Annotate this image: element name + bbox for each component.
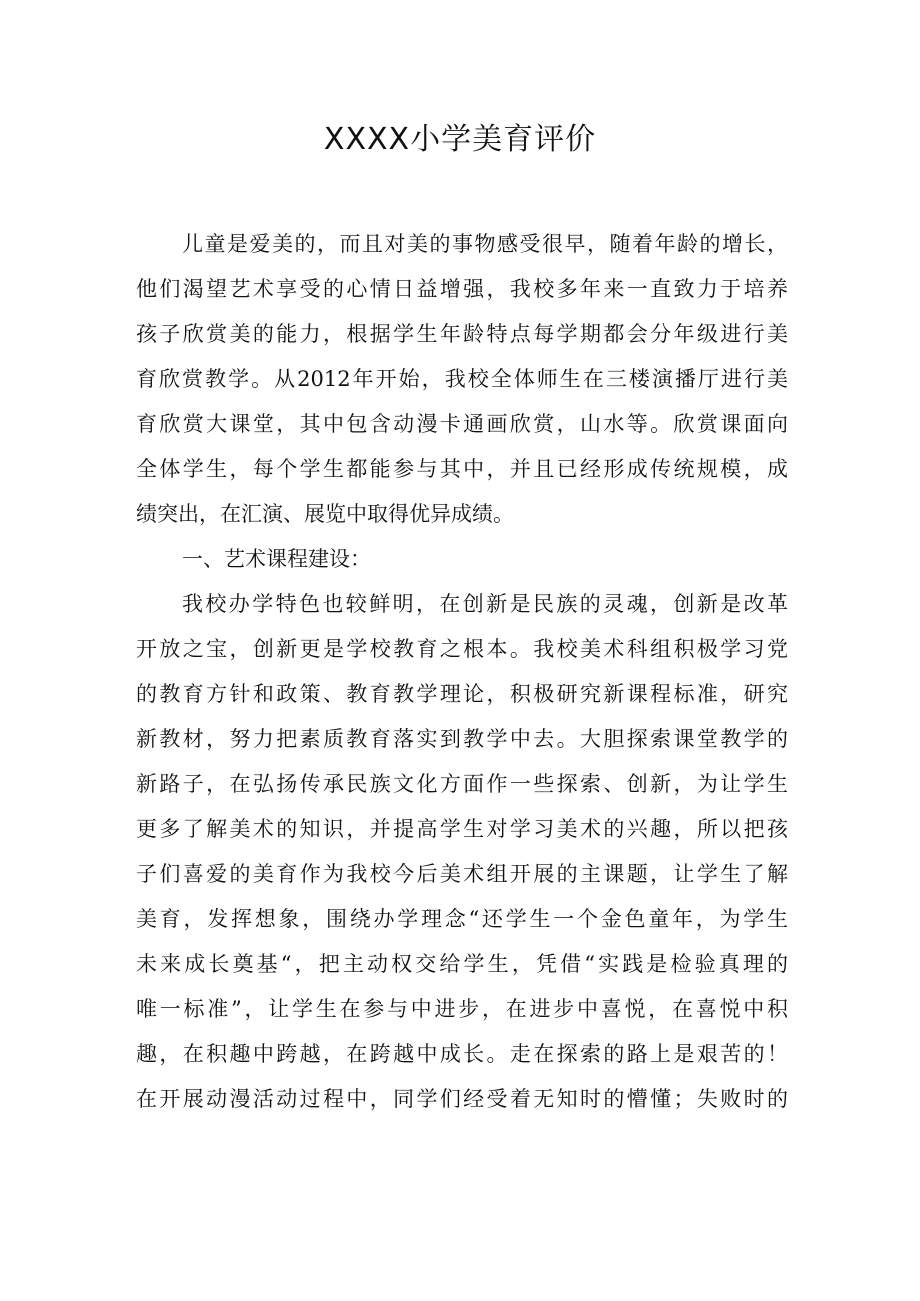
document-title: XXXX小学美育评价 <box>323 122 597 157</box>
text-line: 孩子欣赏美的能力，根据学生年龄特点每学期都会分年级进行美 <box>136 322 788 346</box>
text-line: 新路子，在弘扬传承民族文化方面作一些探索、创新，为让学生 <box>136 772 788 796</box>
text-line: 更多了解美术的知识，并提高学生对学习美术的兴趣，所以把孩 <box>136 817 788 841</box>
text-line: 他们渴望艺术享受的心情日益增强，我校多年来一直致力于培养 <box>136 277 788 301</box>
text-line: 一、艺术课程建设： <box>182 547 371 571</box>
text-line: 儿童是爱美的，而且对美的事物感受很早，随着年龄的增长， <box>182 232 788 256</box>
text-line: 未来成长奠基“，把主动权交给学生，凭借“实践是检验真理的 <box>136 952 788 976</box>
text-line: 新教材，努力把素质教育落实到教学中去。大胆探索课堂教学的 <box>136 727 788 751</box>
text-line: 趣，在积趣中跨越，在跨越中成长。走在探索的路上是艰苦的！ <box>136 1042 788 1066</box>
text-line: 子们喜爱的美育作为我校今后美术组开展的主课题，让学生了解 <box>136 862 788 886</box>
text-line: 我校办学特色也较鲜明，在创新是民族的灵魂，创新是改革 <box>182 592 788 616</box>
text-line: 美育，发挥想象，围绕办学理念“还学生一个金色童年，为学生 <box>136 907 788 931</box>
text-line: 的教育方针和政策、教育教学理论，积极研究新课程标准，研究 <box>136 682 788 706</box>
text-line: 绩突出，在汇演、展览中取得优异成绩。 <box>136 502 514 526</box>
text-line: 在开展动漫活动过程中，同学们经受着无知时的懵懂；失败时的 <box>136 1087 788 1111</box>
text-line: 育欣赏教学。从2012年开始，我校全体师生在三楼演播厅进行美 <box>136 367 788 391</box>
text-line: 开放之宝，创新更是学校教育之根本。我校美术科组积极学习党 <box>136 637 788 661</box>
text-line: 育欣赏大课堂，其中包含动漫卡通画欣赏，山水等。欣赏课面向 <box>136 412 788 436</box>
text-line: 唯一标准”，让学生在参与中进步，在进步中喜悦，在喜悦中积 <box>136 997 788 1021</box>
document-body <box>136 222 788 1122</box>
text-line: 全体学生，每个学生都能参与其中，并且已经形成传统规模，成 <box>136 457 788 481</box>
